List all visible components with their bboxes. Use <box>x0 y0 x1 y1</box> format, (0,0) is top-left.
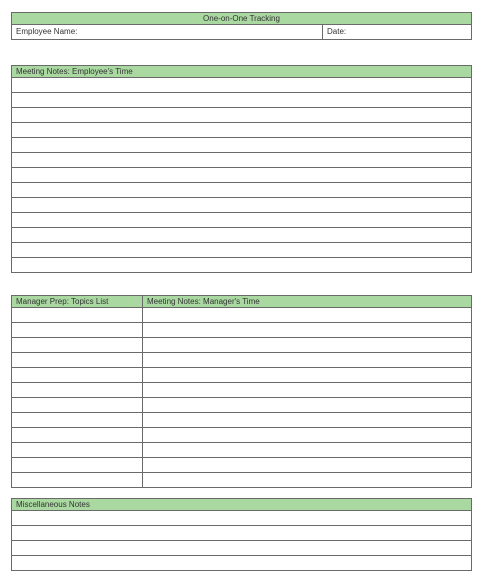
writing-line[interactable] <box>12 168 471 183</box>
form-title: One-on-One Tracking <box>11 12 472 25</box>
manager-notes-lines[interactable] <box>143 308 471 487</box>
writing-line[interactable] <box>12 368 142 383</box>
writing-line[interactable] <box>143 308 471 323</box>
writing-line[interactable] <box>12 308 142 323</box>
date-field[interactable]: Date: <box>327 27 347 36</box>
writing-line[interactable] <box>12 398 142 413</box>
manager-section-header <box>11 295 472 308</box>
writing-line[interactable] <box>12 353 142 368</box>
writing-line[interactable] <box>12 258 471 272</box>
writing-line[interactable] <box>12 198 471 213</box>
misc-notes-lines[interactable] <box>11 511 472 571</box>
writing-line[interactable] <box>12 213 471 228</box>
writing-line[interactable] <box>143 353 471 368</box>
employee-notes-section <box>11 65 472 273</box>
writing-line[interactable] <box>143 323 471 338</box>
manager-section <box>11 295 472 488</box>
employee-name-field[interactable]: Employee Name: <box>12 25 323 39</box>
manager-notes-title: Meeting Notes: Manager's Time <box>143 295 472 308</box>
writing-line[interactable] <box>143 338 471 353</box>
writing-line[interactable] <box>143 443 471 458</box>
writing-line[interactable] <box>12 473 142 487</box>
writing-line[interactable] <box>143 383 471 398</box>
writing-line[interactable] <box>143 398 471 413</box>
writing-line[interactable] <box>12 93 471 108</box>
writing-line[interactable] <box>12 183 471 198</box>
writing-line[interactable] <box>12 78 471 93</box>
manager-prep-title: Manager Prep: Topics List <box>11 295 143 308</box>
writing-line[interactable] <box>143 413 471 428</box>
writing-line[interactable] <box>12 526 471 541</box>
writing-line[interactable] <box>12 108 471 123</box>
employee-notes-lines[interactable] <box>11 78 472 273</box>
writing-line[interactable] <box>12 541 471 556</box>
writing-line[interactable] <box>12 243 471 258</box>
writing-line[interactable] <box>12 443 142 458</box>
writing-line[interactable] <box>143 428 471 443</box>
writing-line[interactable] <box>12 338 142 353</box>
topics-list-lines[interactable] <box>12 308 143 487</box>
writing-line[interactable] <box>12 556 471 570</box>
writing-line[interactable] <box>12 511 471 526</box>
manager-section-lines <box>11 308 472 488</box>
info-row <box>11 25 472 40</box>
writing-line[interactable] <box>12 138 471 153</box>
tracking-header-block <box>11 12 472 40</box>
misc-notes-section <box>11 498 472 571</box>
writing-line[interactable] <box>12 123 471 138</box>
writing-line[interactable] <box>143 368 471 383</box>
writing-line[interactable] <box>12 228 471 243</box>
writing-line[interactable] <box>12 413 142 428</box>
writing-line[interactable] <box>12 383 142 398</box>
writing-line[interactable] <box>12 153 471 168</box>
employee-notes-title: Meeting Notes: Employee's Time <box>11 65 472 78</box>
writing-line[interactable] <box>12 323 142 338</box>
writing-line[interactable] <box>143 473 471 487</box>
misc-notes-title: Miscellaneous Notes <box>11 498 472 511</box>
writing-line[interactable] <box>143 458 471 473</box>
writing-line[interactable] <box>12 428 142 443</box>
writing-line[interactable] <box>12 458 142 473</box>
